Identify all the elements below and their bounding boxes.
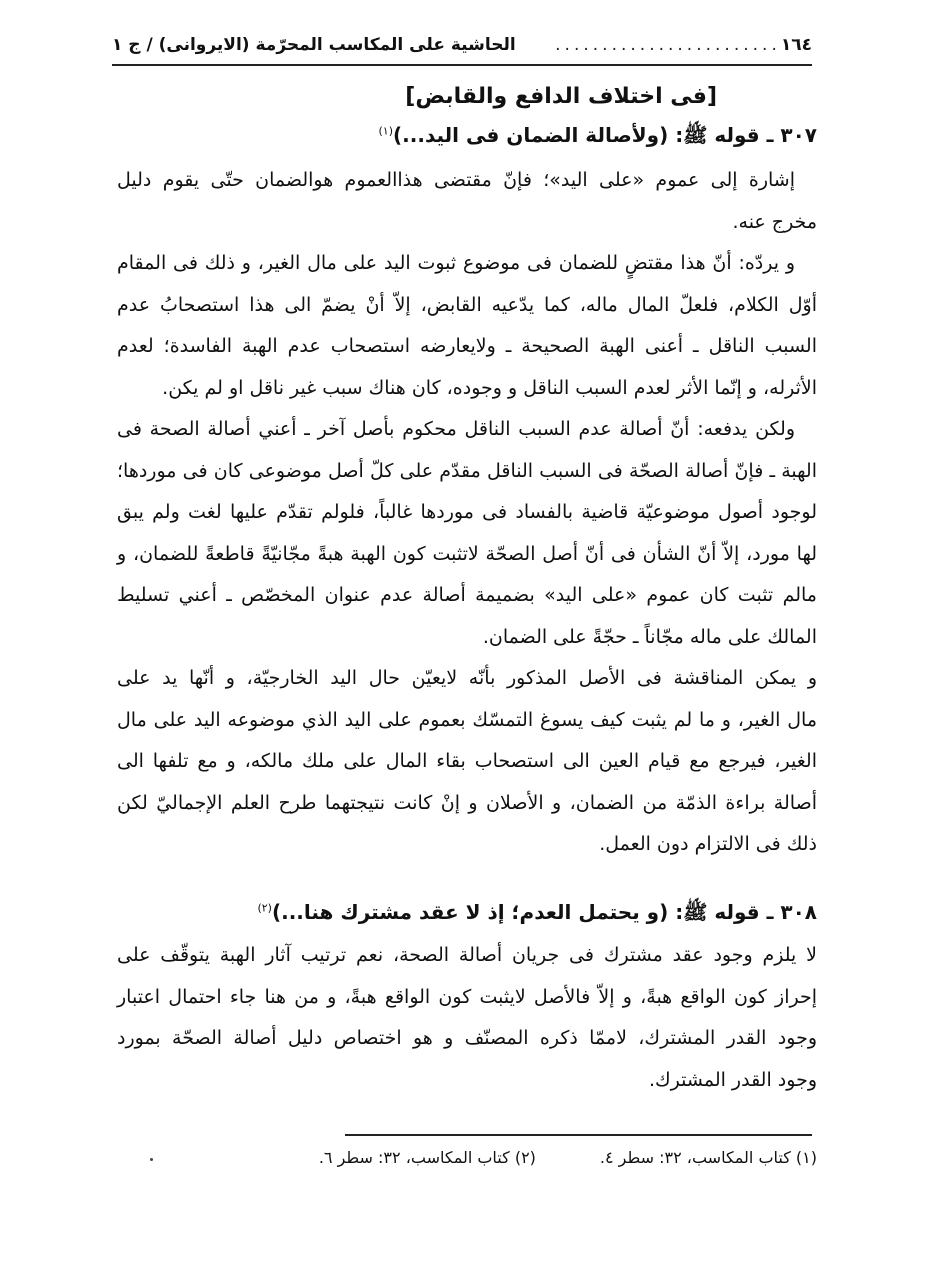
page-number: ١٦٤ xyxy=(780,35,812,55)
page-number-group xyxy=(555,35,812,55)
item-308-heading xyxy=(257,900,817,929)
text-line: إشارة إلى عموم «على اليد»؛ فإنّ مقتضى هذاالعموم هوالضمان حتّى يقوم دليل xyxy=(117,169,795,191)
text-line: مالم تثبت كان عموم «على اليد» بضميمة أصالة عدم عنوان المخصّص ـ أعني تسليط xyxy=(117,584,817,606)
scan-speck xyxy=(150,1158,153,1161)
text-line: وجود القدر المشترك. xyxy=(648,1068,817,1091)
paragraph xyxy=(117,243,817,409)
footnote-2: (٢) كتاب المكاسب، ٣٢: سطر ٦. xyxy=(318,1148,536,1167)
header-rule xyxy=(112,64,812,66)
text-line: و يردّه: أنّ هذا مقتضٍ للضمان فى موضوع ثبوت اليد على مال الغير، و ذلك فى المقام xyxy=(117,252,795,274)
text-line: لوجود أصول موضوعيّة قاضية بالفساد فى موردها غالباً، فلولم تقدّم عليها لغت ولم يبق xyxy=(117,501,817,523)
text-line: و يمكن المناقشة فى الأصل المذكور بأنّه لايعيّن حال اليد الخارجيّة، و أنّها يد على xyxy=(117,667,817,689)
paragraph xyxy=(117,160,817,243)
text-line: مخرج عنه. xyxy=(732,210,817,233)
paragraph xyxy=(117,658,817,866)
text-line: الغير، فيرجع مع قيام العين الى استصحاب بقاء المال على ملك مالكه، و مع تلفها الى xyxy=(117,750,817,772)
footnote-ref: (١) xyxy=(378,124,394,138)
paragraph xyxy=(117,409,817,658)
footnote-ref: (٢) xyxy=(257,901,272,915)
book-title: الحاشية على المكاسب المحرّمة (الايروانى) / ج ١ xyxy=(112,35,516,55)
footnotes xyxy=(117,1148,817,1167)
text-line: أوّل الكلام، فلعلّ المال ماله، كما يدّعيه القابض، إلاّ أنْ يضمّ الى هذا استصحابُ عدم xyxy=(117,293,817,316)
text-line: لها مورد، إلاّ أنّ الشأن فى أنّ أصل الصحّة لاتثبت كون الهبة هبةً مجّانيّةً قاطعةً للضمان، و xyxy=(117,542,817,565)
text-line: لا يلزم وجود عقد مشترك فى جريان أصالة الصحة، نعم ترتيب آثار الهبة يتوقّف على xyxy=(117,944,817,966)
text-line: السبب الناقل ـ أعنى الهبة الصحيحة ـ ولايعارضه استصحاب عدم الهبة الفاسدة؛ لعدم xyxy=(117,335,817,357)
text-line: ولكن يدفعه: أنّ أصالة عدم السبب الناقل محكوم بأصل آخر ـ أعني أصالة الصحة فى xyxy=(117,418,795,440)
paragraph xyxy=(117,935,817,1101)
text-line: الأثرله، و إنّما الأثر لعدم السبب الناقل و وجوده، كان هناك سبب غير ناقل او لم يكن. xyxy=(162,376,817,399)
running-header xyxy=(112,30,812,60)
text-line: الهبة ـ فإنّ أصالة الصحّة فى السبب الناقل مقدّم على كلّ أصل موضوعى كان فى موردها؛ xyxy=(117,459,817,482)
text-line: إحراز كون الواقع هبةً، و إلاّ فالأصل لايثبت كون الواقع هبةً، و من هنا جاء احتمال اعتبار xyxy=(117,985,817,1008)
item-heading-text: ٣٠٧ ـ قوله ﷺ: (ولأصالة الضمان فى اليد...) xyxy=(393,123,817,147)
section-title: [فى اختلاف الدافع والقابض] xyxy=(405,84,717,109)
footnote-rule xyxy=(345,1134,812,1136)
leader-dots: ........................ xyxy=(555,35,781,55)
text-line: ذلك فى الالتزام دون العمل. xyxy=(599,833,817,855)
text-line: أصالة براءة الذمّة من الضمان، و الأصلان و إنْ كانت نتيجتهما طرح العلم الإجماليّ لكن xyxy=(117,791,817,814)
text-line: المالك على ماله مجّاناً ـ حجّةً على الضمان. xyxy=(482,625,817,648)
item-heading-text: ٣٠٨ ـ قوله ﷺ: (و يحتمل العدم؛ إذ لا عقد مشترك هنا...) xyxy=(271,900,817,924)
text-line: مال الغير، و ما لم يثبت كيف يسوغ التمسّك بعموم على اليد الذي موضوعه اليد على مال xyxy=(117,708,817,731)
footnote-1: (١) كتاب المكاسب، ٣٢: سطر ٤. xyxy=(599,1148,817,1167)
item-307-heading xyxy=(379,123,818,152)
text-line: وجود القدر المشترك، لاممّا ذكره المصنّف و هو اختصاص دليل أصالة الصحّة بمورد xyxy=(117,1027,817,1049)
